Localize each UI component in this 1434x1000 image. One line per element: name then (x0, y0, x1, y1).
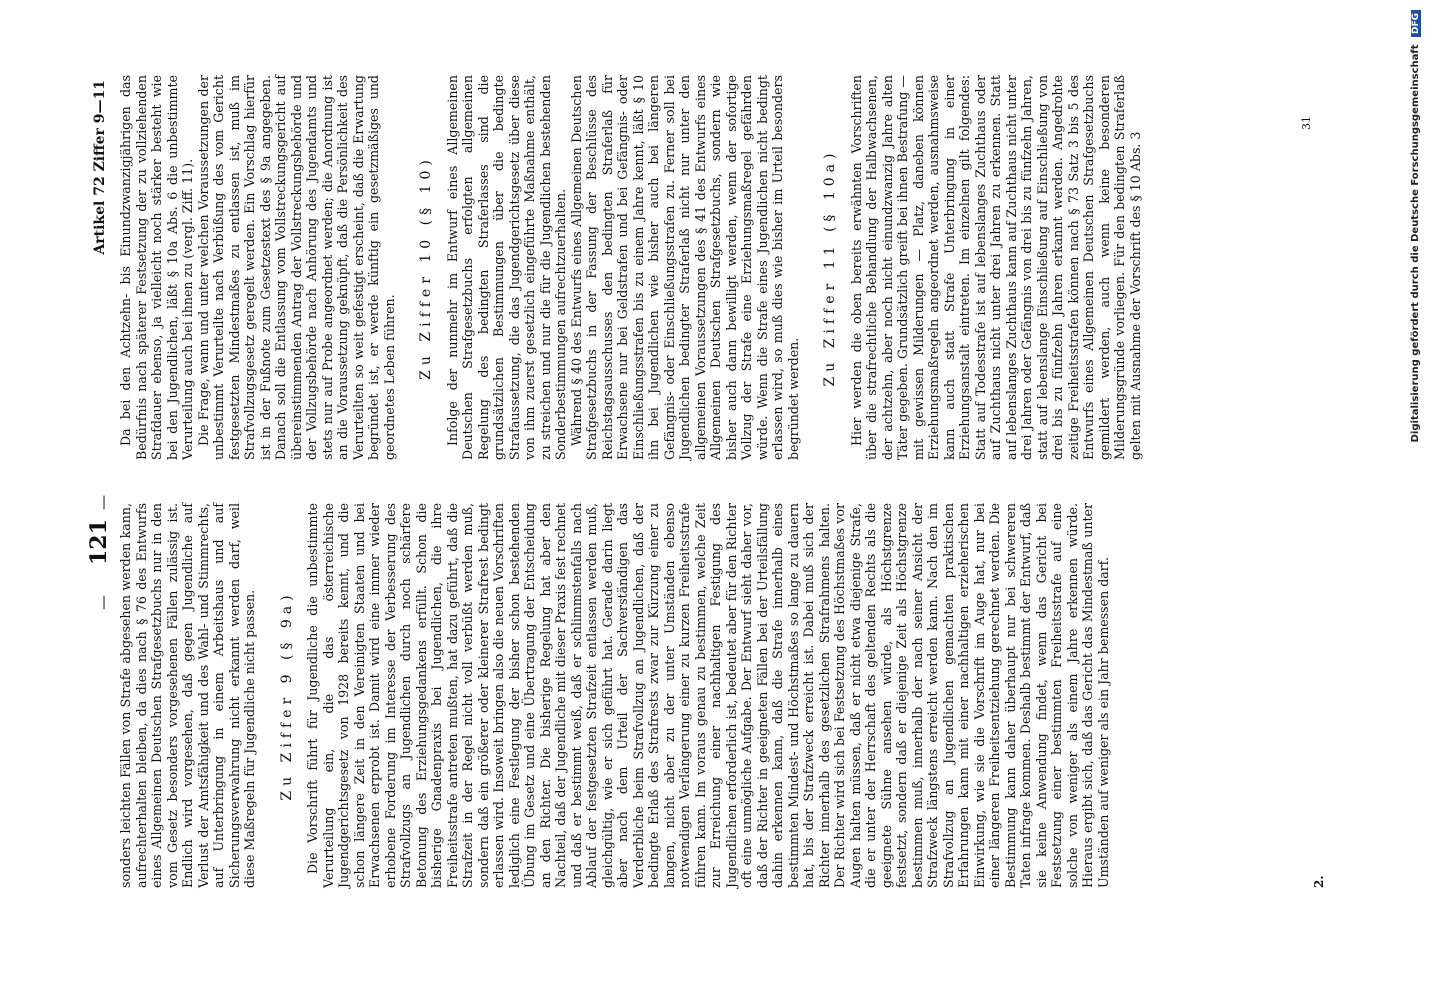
bottom-page-number: 31 (1300, 116, 1313, 130)
right-paragraph-5: Hier werden die oben bereits erwähnten Vorschriften über die strafrechtliche Behandlung der Halbwachsenen, der achtzehn, aber noch nicht einundzwanzig Jahre alten Täter gegeben. Grundsätzlich greift bei ihnen Bestrafung — mit gewissen Milderungen — Platz, daneben können Erziehungsmaßregeln angeordnet werden, ausnahmsweise kann auch statt Strafe Unterbringung in einer Erziehungsanstalt eintreten. Im einzelnen gilt folgendes: Statt auf Todesstrafe ist auf lebenslanges Zuchthaus oder auf Zuchthaus nicht unter drei Jahren zu erkennen. Statt auf lebenslanges Zuchthaus kann auf Zuchthaus nicht unter drei Jahren oder Gefängnis von drei bis zu fünfzehn Jahren, statt auf lebenslange Einschließung auf Einschließung von drei bis zu fünfzehn Jahren erkannt werden. Angedrohte zeitige Freiheitsstrafen können nach § 73 Satz 3 bis 5 des Entwurfs eines Allgemeinen Deutschen Strafgesetzbuchs gemildert werden, auch wenn keine besonderen Milderungsgründe vorliegen. Für den bedingten Straferlaß gelten mit Ausnahme der Vorschrift des § 10 Abs. 3 (848, 75, 1143, 460)
stamp-text: Digitalisierung gefördert durch die Deutsche Forschungsgemeinschaft (1410, 44, 1421, 443)
heading-ziffer-9: Zu Ziffer 9 (§ 9a) (278, 590, 295, 801)
left-column (118, 503, 1111, 888)
right-column (118, 75, 1143, 460)
right-paragraph-1: Da bei den Achtzehn- bis Einundzwanzigjährigen das Bedürfnis nach späterer Festsetzung der zu vollziehenden Strafdauer ebenso, ja vielleicht noch stärker besteht wie bei den Jugendlichen, läßt § 10a Abs. 6 die unbestimmte Verurteilung auch bei ihnen zu (vergl. Ziff. 11). (118, 75, 195, 460)
heading-ziffer-11: Zu Ziffer 11 (§ 10a) (822, 148, 838, 387)
header-dash-left: — (94, 595, 112, 610)
digitization-stamp (1410, 10, 1428, 980)
right-paragraph-3: Infolge der nunmehr im Entwurf eines Allgemeinen Deutschen Strafgesetzbuchs erfolgten allgemeinen Regelung des bedingten Straferlasses sind die grundsätzlichen Bestimmungen über die bedingte Strafaussetzung, die das Jugendgerichtsgesetz über diese von ihm zuerst gesetzlich eingeführte Maßnahme enthält, zu streichen und nur die für die Jugendlichen bestehenden Sonderbestimmungen aufrechtzuerhalten. (444, 75, 568, 460)
article-reference: Artikel 72 Ziffer 9—11 (92, 80, 108, 255)
right-paragraph-4: Während § 40 des Entwurfs eines Allgemeinen Deutschen Strafgesetzbuchs in der Fassung der Beschlüsse des Reichstagsausschusses den bedingten Straferlaß für Erwachsene nur bei Geldstrafen und bei Gefängnis- oder Einschließungsstrafen bis zu einem Jahre kennt, läßt § 10 ihn bei Jugendlichen wie bisher auch bei längeren Gefängnis- oder Einschließungsstrafen zu. Ferner soll bei Jugendlichen bedingter Straferlaß nicht nur unter den allgemeinen Voraussetzungen des § 41 des Entwurfs eines Allgemeinen Deutschen Strafgesetzbuchs, sondern wie bisher auch dann bewilligt werden, wenn der sofortige Vollzug der Strafe eine Erziehungsmaßregel gefährden würde. Wenn die Strafe eines Jugendlichen nicht bedingt erlassen wird, so muß dies wie bisher im Urteil besonders begründet werden. (568, 75, 801, 460)
left-paragraph-2: Die Vorschrift führt für Jugendliche die unbestimmte Verurteilung ein, die das österreichische Jugendgerichtsgesetz von 1928 bereits kennt, und die schon längere Zeit in den Vereinigten Staaten und bei Erwachsenen erprobt ist. Damit wird eine immer wieder erhobene Forderung im Interesse der Verbesserung des Strafvollzugs an Jugendlichen durch noch schärfere Betonung des Erziehungsgedankens erfüllt. Schon die bisherige Gnadenpraxis bei Jugendlichen, die ihre Freiheitsstrafe antreten mußten, hat dazu geführt, daß die Strafzeit in der Regel nicht voll verbüßt werden muß, sondern daß ein größerer oder kleinerer Strafrest bedingt erlassen wird. Insoweit bringen also die neuen Vorschriften lediglich eine Festlegung der bisher schon bestehenden Übung im Gesetz und eine Übertragung der Entscheidung an den Richter. Die bisherige Regelung hat aber den Nachteil, daß der Jugendliche mit dieser Praxis fest rechnet und daß er bestimmt weiß, daß er schlimmstenfalls nach Ablauf der festgesetzten Strafzeit entlassen werden muß, gleichgültig, wie er sich geführt hat. Gerade darin liegt aber nach dem Urteil der Sachverständigen das Verderbliche beim Strafvollzug an Jugendlichen, daß der bedingte Erlaß des Strafrests zwar zur Kürzung einer zu langen, nicht aber zu der unter Umständen ebenso notwendigen Verlängerung einer zu kurzen Freiheitsstrafe führen kann. Im voraus genau zu bestimmen, welche Zeit zur Erreichung einer nachhaltigen Festigung des Jugendlichen erforderlich ist, bedeutet aber für den Richter oft eine unmögliche Aufgabe. Der Entwurf sieht daher vor, daß der Richter in geeigneten Fällen bei der Urteilsfällung dahin erkennen kann, daß die Strafe innerhalb eines bestimmten Mindest- und Höchstmaßes so lange zu dauern hat, bis der Strafzweck erreicht ist. Dabei muß sich der Richter innerhalb des gesetzlichen Strafrahmens halten. Der Richter wird sich bei Festsetzung des Höchstmaßes vor Augen halten müssen, daß er nicht etwa diejenige Strafe, die er unter der Herrschaft des geltenden Rechts als die geeignete Sühne ansehen würde, als Höchstgrenze festsetzt, sondern daß er diejenige Zeit als Höchstgrenze bestimmen muß, innerhalb der nach seiner Ansicht der Strafzweck längstens erreicht werden kann. Nach den im Strafvollzug an Jugendlichen gemachten praktischen Erfahrungen kann mit einer nachhaltigen erzieherischen Einwirkung, wie sie die Vorschrift im Auge hat, nur bei einer längeren Freiheitsentziehung gerechnet werden. Die Bestimmung kann daher überhaupt nur bei schwereren Taten infrage kommen. Deshalb bestimmt der Entwurf, daß sie keine Anwendung findet, wenn das Gericht bei Festsetzung einer bestimmten Freiheitsstrafe auf eine solche von weniger als einem Jahre erkennen würde. Hieraus ergibt sich, daß das Gericht das Mindestmaß unter Umständen auf weniger als ein Jahr bemessen darf. (305, 503, 1111, 888)
dfg-logo-icon: DFG (1411, 10, 1421, 37)
heading-ziffer-10: Zu Ziffer 10 (§ 10) (418, 155, 434, 380)
page-number: 121 (86, 519, 112, 565)
signature-mark: 2. (1312, 875, 1326, 888)
left-paragraph-1: sonders leichten Fällen von Strafe abgesehen werden kann, aufrechterhalten bleiben, da dies nach § 76 des Entwurfs eines Allgemeinen Deutschen Strafgesetzbuchs nur in den vom Gesetz besonders vorgesehenen Fällen zulässig ist. Endlich wird vorgesehen, daß gegen Jugendliche auf Verlust der Amtsfähigkeit und des Wahl- und Stimmrechts, auf Unterbringung in einem Arbeitshaus und auf Sicherungsverwahrung nicht erkannt werden darf, weil diese Maßregeln für Jugendliche nicht passen. (118, 503, 257, 888)
header-dash-right: — (94, 495, 112, 510)
right-paragraph-2: Die Frage, wann und unter welchen Voraussetzungen der unbestimmt Verurteilte nach Verbüßung des vom Gericht festgesetzten Mindestmaßes zu entlassen ist, muß im Strafvollzugsgesetz geregelt werden. Ein Vorschlag hierfür ist in der Fußnote zum Gesetzestext des § 9a angegeben. Danach soll die Entlassung vom Vollstreckungsgericht auf übereinstimmenden Antrag der Vollstreckungsbehörde und der Vollzugsbehörde nach Anhörung des Jugendamts und stets nur auf Probe angeordnet werden; die Anordnung ist an die Voraussetzung geknüpft, daß die Persönlichkeit des Verurteilten so weit gefestigt erscheint, daß die Erwartung begründet ist, er werde künftig ein gesetzmäßiges und geordnetes Leben führen. (195, 75, 397, 460)
